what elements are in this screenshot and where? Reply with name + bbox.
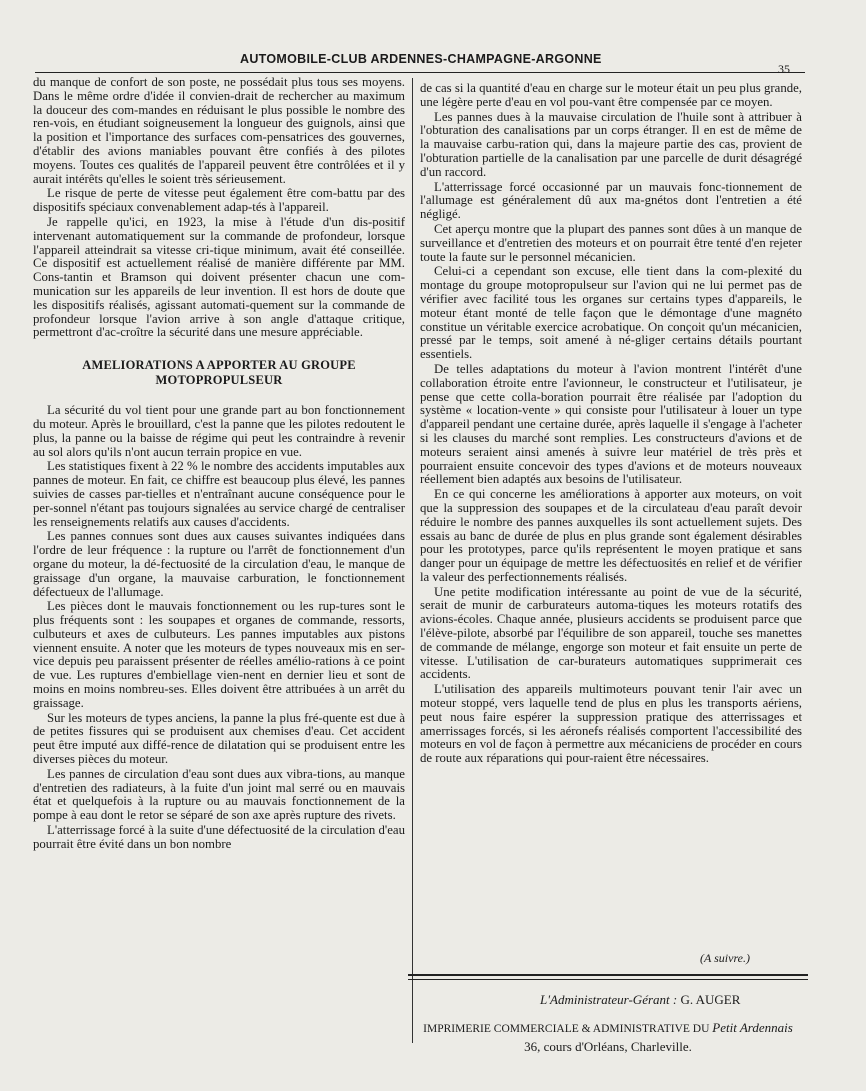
paragraph: Les pannes de circulation d'eau sont dues aux vibra-tions, au manque d'entretien des radiateurs, à la fuite d'un joint mal serré ou en mauvais état et quelquefois à la rupture ou au mauvais fonctionnement de la pompe à eau dont le retor se séparé de son axe après rupture des rivets. xyxy=(33,766,405,823)
paragraph: Les pannes dues à la mauvaise circulation de l'huile sont à attribuer à l'obturation des canalisations par un corps étranger. Il en est de même de la mauvaise carbu-ration qui, dans la majeure partie des cas, provient de l'obturation partielle de la canalisation par une parcelle de durit désagrégé d'un raccord. xyxy=(420,109,802,179)
left-column xyxy=(33,76,405,1044)
page-number: 35 xyxy=(778,62,790,76)
paragraph: Les pannes connues sont dues aux causes suivantes indiquées dans l'ordre de leur fréquence : la rupture ou l'arrêt de fonctionnement d'un organe du moteur, la dé-fectuosité de la circulation d'eau, le manque de graissage d'un organe, la mauvaise carburation, le fonctionnement défectueux de l'allumage. xyxy=(33,529,405,599)
footer-rule xyxy=(408,979,808,980)
right-column xyxy=(420,82,802,967)
header-rule xyxy=(35,72,805,73)
paragraph: L'atterrissage forcé occasionné par un mauvais fonc-tionnement de l'allumage est généralement dû aux ma-gnétos dont l'entretien a été négligé. xyxy=(420,179,802,222)
paragraph: La sécurité du vol tient pour une grande part au bon fonctionnement du moteur. Après le brouillard, c'est la panne que les pilotes redoutent le plus, la panne ou la baisse de régime qui peut les contraindre à revenir au sol alors qu'ils n'ont aucun terrain propice en vue. xyxy=(33,403,405,459)
paragraph: Je rappelle qu'ici, en 1923, la mise à l'étude d'un dis-positif intervenant automatiquement sur la commande de profondeur, lorsque l'appareil atteindrait sa vitesse cri-tique minimum, avait été conseillée. Ce dispositif est actuellement réalisé de manière différente par MM. Cons-tantin et Bramson qui doivent présenter chacun une com-munication sur les appareils de leur invention. Il est hors de doute que les dispositifs réalisés, agissant automati-quement sur la commande de profondeur lorsque l'avion arrive à son angle d'attaque critique, permettront d'ac-croître la sécurité dans une mesure appréciable. xyxy=(33,214,405,340)
printer-name: Petit Ardennais xyxy=(712,1020,793,1035)
paragraph: L'atterrissage forcé à la suite d'une défectuosité de la circulation d'eau pourrait être évité dans un bon nombre xyxy=(33,823,405,851)
printer-address: 36, cours d'Orléans, Charleville. xyxy=(524,1039,692,1054)
printer-imprint xyxy=(408,1019,808,1055)
paragraph: Sur les moteurs de types anciens, la panne la plus fré-quente est due à de petites fissures qui se produisent aux chemises d'eau. Cet accident peut être imputé aux diffé-rence de dilatation qui se produisent entre les diverses pièces du moteur. xyxy=(33,710,405,767)
paragraph: Les pièces dont le mauvais fonctionnement ou les rup-tures sont le plus fréquents sont : les soupapes et organes de commande, ressorts, culbuteurs et axes de culbuteurs. Les pannes imputables aux pistons viennent ensuite. A noter que les moteurs de types nouveaux mis en ser-vice depuis peu paraissent présenter de réelles amélio-rations à ce point de vue. Les ruptures d'embiellage vien-nent en dernier lieu et sont de moins en moins nombreu-ses. Elles doivent être attribuées à un arrêt du graissage. xyxy=(33,599,405,710)
section-heading: AMELIORATIONS A APPORTER AU GROUPE MOTOPROPULSEUR xyxy=(82,358,356,388)
paragraph: En ce qui concerne les améliorations à apporter aux moteurs, on voit que la suppression des soupapes et de la circulateau d'eau paraît devoir réduire le nombre des pannes auxquelles ils sont actuellement sujets. Des essais au banc de durée de plus en plus grande sont également désirables pour les prototypes, parce qu'ils représentent le moyen pratique et sans danger pour un équipage de mettre les défectuosités en relief et de vérifier la valeur des perfectionnements réalisés. xyxy=(420,487,802,584)
paragraph: L'utilisation des appareils multimoteurs pouvant tenir l'air avec un moteur stoppé, vers laquelle tend de plus en plus les transports aériens, peut nous faire espérer la suppression pratique des atterrissages et amerrissages forcés, si les aéronefs réalisés comportent l'accessibilité des moteurs en vol de façon à permettre aux mécaniciens de procéder en cours de route aux réparations qui pour-raient être nécessaires. xyxy=(420,682,802,766)
paragraph: De telles adaptations du moteur à l'avion montrent l'intérêt d'une collaboration étroite entre l'avionneur, le constructeur et l'utilisateur, je pense que cette colla-boration pourrait être réalisée par l'adoption du système « location-vente » qui consiste pour l'utilisateur à louer un type d'appareil pendant une certaine durée, après laquelle il s'engage à l'acheter si les clauses du marché sont remplies. Les constructeurs d'avions et de moteurs seraient ainsi amenés à suivre leur matériel de très près et pourraient ensuite concevoir des types d'avions et de moteurs nouveaux réellement bien adaptés aux besoins de l'utilisateur. xyxy=(420,361,802,487)
paragraph: Une petite modification intéressante au point de vue de la sécurité, serait de munir de carburateurs automa-tiques les moteurs rotatifs des avions-écoles. Chaque année, plusieurs accidents se produisent parce que l'élève-pilote, absorbé par l'équilibre de son appareil, touche ses manettes de commande de mélange, engorge son moteur et fait ensuite un perte de vitesse. L'utilisation de car-burateurs automatiques supprimerait ces accidents. xyxy=(420,584,802,682)
manager-name: G. AUGER xyxy=(680,992,741,1007)
printer-line: IMPRIMERIE COMMERCIALE & ADMINISTRATIVE DU xyxy=(423,1023,710,1035)
page-header xyxy=(0,52,866,74)
to-be-continued: (A suivre.) xyxy=(700,951,750,965)
manager-line xyxy=(540,992,740,1008)
paragraph: de cas si la quantité d'eau en charge sur le moteur était un peu plus grande, une légère perte d'eau en vol pou-vant être compensée par ce moyen. xyxy=(420,82,802,109)
paragraph: Cet aperçu montre que la plupart des pannes sont dûes à un manque de surveillance et d'entretien des moteurs et on pourrait être tenté d'en rejeter toute la faute sur le personnel mécanicien. xyxy=(420,221,802,264)
paragraph: du manque de confort de son poste, ne possédait plus tous ses moyens. Dans le même ordre d'idée il convien-drait de rechercher au maximum la douceur des com-mandes en réduisant le plus possible le nombre des ren-vois, en étudiant soigneusement la longueur des guignols, ainsi que la position et l'importance des surfaces com-pensatrices des gouvernes, d'établir des avions maniables pouvant être confiés à des pilotes moyens. Toutes ces qualités de l'appareil peuvent être contrôlées et il y aurait intérêts qu'elles le soient très sérieusement. xyxy=(33,76,405,186)
paragraph: Le risque de perte de vitesse peut également être com-battu par des dispositifs spéciaux convenablement adap-tés à l'appareil. xyxy=(33,186,405,215)
manager-role: L'Administrateur-Gérant : xyxy=(540,992,678,1007)
running-title: AUTOMOBILE-CLUB ARDENNES-CHAMPAGNE-ARGONNE xyxy=(240,52,602,66)
paragraph: Les statistiques fixent à 22 % le nombre des accidents imputables aux pannes de moteur. En fait, ce chiffre est beaucoup plus élevé, les pannes suivies de casses par-tielles et n'entraînant aucune conséquence pour le per-sonnel n'étant pas toujours signalées au service chargé de centraliser les renseignements relatifs aux causes d'accidents. xyxy=(33,459,405,529)
paragraph: Celui-ci a cependant son excuse, elle tient dans la com-plexité du montage du groupe motopropulseur sur l'avion qui ne lui permet pas de vérifier avec facilité tous les organes sur certains types d'appareils, le moteur étant monté de telle façon que le démontage d'une magnéto constitue un véritable exercice acrobatique. On conçoit qu'un mécanicien, pressé par le temps, soit amené à né-gliger certains détails pourtant essentiels. xyxy=(420,264,802,362)
column-divider xyxy=(412,78,413,1043)
footer-rule xyxy=(408,974,808,976)
